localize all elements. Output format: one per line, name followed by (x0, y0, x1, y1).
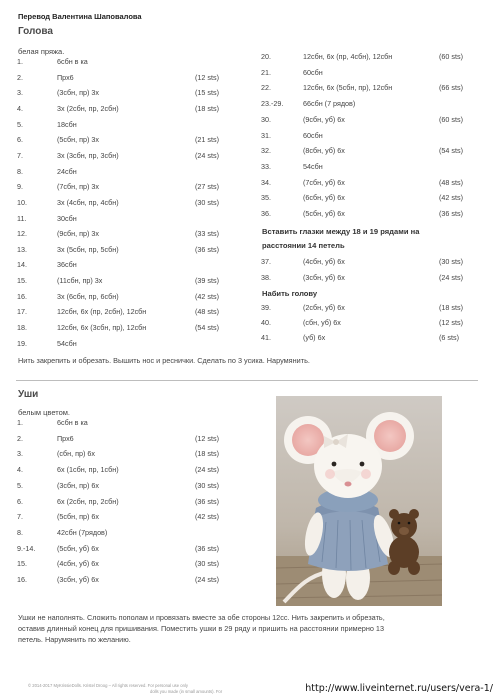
row-instruction: 30сбн (57, 213, 77, 223)
row-number: 38. (261, 272, 271, 282)
row-instruction: (3сбн, пр) 6х (57, 480, 99, 490)
row-instruction: (уб) 6х (303, 333, 326, 342)
head-left-rows (17, 57, 237, 357)
row-stitch-count: (15 sts) (195, 88, 219, 98)
pattern-row (17, 167, 237, 177)
row-number: 9.-14. (17, 543, 36, 553)
pattern-row (261, 83, 481, 93)
row-number: 10. (17, 197, 27, 207)
row-instruction: (3сбн, уб) 6х (57, 575, 99, 584)
row-number: 4. (17, 103, 23, 113)
row-number: 32. (261, 146, 271, 156)
source-url-watermark[interactable]: http://www.liveinternet.ru/users/vera-1/ (305, 683, 493, 694)
row-number: 11. (17, 213, 27, 223)
row-instruction: 12сбн, 6х (пр, 4сбн), 12сбн (303, 52, 393, 61)
row-stitch-count: (54 sts) (195, 323, 219, 333)
row-instruction: 66сбн (7 рядов) (303, 99, 356, 109)
ears-final-note-line2: оставив длинный конец для пришивания. Поместить ушки в 29 ряду и пришить на расстоянии примерно 13 (18, 624, 385, 633)
row-number: 15. (17, 276, 27, 286)
row-stitch-count: (18 sts) (195, 449, 219, 459)
row-number: 6. (17, 496, 23, 506)
row-number: 17. (17, 307, 27, 317)
pattern-row (17, 434, 237, 444)
pattern-row (261, 209, 481, 219)
row-stitch-count: (48 sts) (195, 307, 219, 317)
ears-section-title: Уши (18, 389, 39, 400)
row-instruction: 54сбн (303, 161, 323, 171)
pattern-row (17, 88, 237, 98)
eyes-placement-note-line1: Вставить глазки между 18 и 19 рядами на (262, 227, 420, 236)
ears-color-note: белым цветом. (18, 408, 71, 417)
row-instruction: 12сбн, 6х (3сбн, пр), 12сбн (57, 323, 147, 333)
row-number: 9. (17, 182, 23, 192)
row-stitch-count: (42 sts) (195, 512, 219, 522)
pattern-row (17, 214, 237, 224)
row-stitch-count: (18 sts) (195, 103, 219, 113)
row-stitch-count: (24 sts) (195, 465, 219, 475)
row-number: 22. (261, 83, 271, 93)
row-number: 39. (261, 303, 271, 312)
row-number: 4. (17, 465, 23, 475)
pattern-row (17, 323, 237, 333)
pattern-row (17, 135, 237, 145)
pattern-row (261, 318, 481, 328)
row-stitch-count: (24 sts) (195, 575, 219, 584)
pattern-row (17, 465, 237, 475)
row-stitch-count: (24 sts) (439, 272, 463, 282)
row-number: 21. (261, 67, 271, 77)
pattern-row (261, 146, 481, 156)
row-stitch-count: (60 sts) (439, 114, 463, 124)
row-instruction: (2сбн, уб) 6х (303, 303, 345, 312)
pattern-row (17, 449, 237, 459)
stuff-head-note: Набить голову (262, 289, 318, 298)
row-instruction: 3х (6сбн, пр, 6сбн) (57, 291, 119, 301)
pattern-row (17, 559, 237, 569)
row-instruction: 24сбн (57, 166, 77, 176)
row-instruction: (5сбн, пр) 3х (57, 135, 99, 145)
pattern-row (17, 481, 237, 491)
row-stitch-count: (21 sts) (195, 135, 219, 145)
row-stitch-count: (12 sts) (195, 433, 219, 443)
pattern-row (17, 120, 237, 130)
row-instruction: (4сбн, уб) 6х (57, 559, 99, 569)
row-stitch-count: (18 sts) (439, 303, 463, 312)
footer-copyright (28, 683, 223, 694)
row-stitch-count: (60 sts) (439, 52, 463, 61)
row-instruction: (сбн, пр) 6х (57, 449, 95, 459)
row-number: 34. (261, 177, 271, 187)
row-stitch-count: (66 sts) (439, 83, 463, 93)
row-instruction: 12сбн, 6х (5сбн, пр), 12сбн (303, 83, 393, 93)
ears-rows (17, 418, 237, 590)
pattern-row (261, 303, 481, 313)
eyes-placement-note-line2: расстоянии 14 петель (262, 241, 345, 250)
row-instruction: 6сбн в ка (57, 418, 88, 427)
row-number: 7. (17, 150, 23, 160)
row-instruction: (5сбн, уб) 6х (303, 209, 345, 218)
row-instruction: (9сбн, уб) 6х (303, 114, 345, 124)
row-stitch-count: (12 sts) (195, 72, 219, 82)
row-stitch-count: (30 sts) (439, 257, 463, 266)
row-number: 6. (17, 135, 23, 145)
row-instruction: (9сбн, пр) 3х (57, 229, 99, 239)
row-number: 40. (261, 318, 271, 327)
row-number: 41. (261, 333, 271, 342)
row-stitch-count: (36 sts) (195, 543, 219, 553)
pattern-row (17, 198, 237, 208)
row-stitch-count: (30 sts) (195, 197, 219, 207)
row-number: 19. (17, 338, 27, 348)
row-number: 7. (17, 512, 23, 522)
pattern-row (17, 307, 237, 317)
pattern-row (17, 528, 237, 538)
pattern-row (17, 229, 237, 239)
row-number: 5. (17, 119, 23, 129)
row-number: 3. (17, 449, 23, 459)
row-stitch-count: (27 sts) (195, 182, 219, 192)
pattern-row (17, 418, 237, 428)
row-instruction: (3сбн, уб) 6х (303, 272, 345, 282)
pattern-row (17, 339, 237, 349)
row-stitch-count: (30 sts) (195, 559, 219, 569)
pattern-row (261, 193, 481, 203)
row-number: 37. (261, 257, 271, 266)
row-stitch-count: (30 sts) (195, 480, 219, 490)
row-number: 23.-29. (261, 99, 284, 109)
pattern-row (17, 151, 237, 161)
pattern-row (17, 575, 237, 585)
row-instruction: (11сбн, пр) 3х (57, 276, 103, 286)
row-number: 13. (17, 244, 27, 254)
pattern-row (17, 497, 237, 507)
row-instruction: 6х (1сбн, пр, 1сбн) (57, 465, 119, 475)
row-stitch-count: (42 sts) (439, 193, 463, 203)
pattern-row (261, 115, 481, 125)
row-number: 5. (17, 480, 23, 490)
row-number: 36. (261, 209, 271, 218)
row-instruction: Прх6 (57, 72, 74, 82)
row-instruction: (8сбн, уб) 6х (303, 146, 345, 156)
row-instruction: 3х (5сбн, пр, 5сбн) (57, 244, 119, 254)
row-stitch-count: (36 sts) (439, 209, 463, 218)
row-number: 8. (17, 527, 23, 537)
head-finish-note: Нить закрепить и обрезать. Вышить нос и реснички. Сделать по 3 усика. Нарумянить. (18, 356, 310, 365)
row-number: 30. (261, 114, 271, 124)
ears-final-note-line3: петель. Нарумянить по желанию. (18, 635, 131, 644)
row-stitch-count: (12 sts) (439, 318, 463, 327)
head-right-rows-b (261, 257, 481, 287)
row-number: 35. (261, 193, 271, 203)
row-instruction: 18сбн (57, 119, 77, 129)
row-number: 31. (261, 130, 271, 140)
row-instruction: 60сбн (303, 67, 323, 77)
pattern-row (17, 260, 237, 270)
row-instruction: 3х (4сбн, пр, 4сбн) (57, 197, 119, 207)
row-number: 2. (17, 433, 23, 443)
mouse-doll-photo (276, 396, 442, 606)
row-instruction: 42сбн (7рядов) (57, 527, 108, 537)
row-number: 2. (17, 72, 23, 82)
row-instruction: (6сбн, уб) 6х (303, 193, 345, 203)
pattern-row (17, 104, 237, 114)
row-instruction: 6х (2сбн, пр, 2сбн) (57, 496, 119, 506)
pattern-row (261, 178, 481, 188)
row-instruction: 12сбн, 6х (пр, 2сбн), 12сбн (57, 307, 147, 317)
row-stitch-count: (24 sts) (195, 150, 219, 160)
head-section-title: Голова (18, 26, 53, 37)
row-number: 33. (261, 161, 271, 171)
row-instruction: (5сбн, пр) 6х (57, 512, 99, 522)
copyright-line1: © 2014-2017 MyKrissieDolls. Kristel Droog – All rights reserved. For personal use only (28, 683, 188, 688)
row-instruction: (7сбн, уб) 6х (303, 177, 345, 187)
pattern-row (17, 73, 237, 83)
row-stitch-count: (48 sts) (439, 177, 463, 187)
row-number: 15. (17, 559, 27, 569)
pattern-row (17, 57, 237, 67)
row-instruction: 6сбн в ка (57, 57, 88, 66)
row-instruction: 60сбн (303, 130, 323, 140)
head-right-rows-c (261, 303, 481, 348)
row-number: 16. (17, 575, 27, 584)
pattern-row (17, 292, 237, 302)
row-stitch-count: (39 sts) (195, 276, 219, 286)
row-number: 1. (17, 418, 23, 427)
section-divider (16, 380, 478, 381)
row-instruction: (7сбн, пр) 3х (57, 182, 99, 192)
row-number: 16. (17, 291, 27, 301)
pattern-row (261, 273, 481, 283)
translator-credit: Перевод Валентина Шаповалова (18, 12, 142, 21)
row-number: 12. (17, 229, 27, 239)
row-stitch-count: (6 sts) (439, 333, 459, 342)
row-stitch-count: (36 sts) (195, 496, 219, 506)
pattern-row (17, 544, 237, 554)
pattern-row (261, 333, 481, 343)
pattern-row (17, 245, 237, 255)
row-number: 1. (17, 57, 23, 66)
pattern-row (261, 257, 481, 267)
head-yarn-note: белая пряжа. (18, 47, 65, 56)
row-number: 14. (17, 260, 27, 270)
pattern-row (17, 512, 237, 522)
ears-final-note-line1: Ушки не наполнять. Сложить пополам и провязать вместе за обе стороны 12сс. Нить закрепить и обрезать, (18, 613, 385, 622)
row-instruction: (3сбн, пр) 3х (57, 88, 99, 98)
pattern-row (261, 68, 481, 78)
row-instruction: 54сбн (57, 338, 77, 348)
row-instruction: 36сбн (57, 260, 77, 270)
row-instruction: 3х (2сбн, пр, 2сбн) (57, 103, 119, 113)
pattern-row (17, 182, 237, 192)
pattern-row (261, 52, 481, 62)
row-stitch-count: (42 sts) (195, 291, 219, 301)
row-stitch-count: (33 sts) (195, 229, 219, 239)
pattern-row (17, 276, 237, 286)
row-stitch-count: (54 sts) (439, 146, 463, 156)
row-instruction: (сбн, уб) 6х (303, 318, 341, 327)
copyright-line2: dolls you made (in small amounts). For (150, 689, 223, 694)
row-instruction: Прх6 (57, 433, 74, 443)
pattern-row (261, 162, 481, 172)
row-stitch-count: (36 sts) (195, 244, 219, 254)
head-right-rows-a (261, 52, 481, 224)
row-instruction: 3х (3сбн, пр, 3сбн) (57, 150, 119, 160)
pattern-row (261, 131, 481, 141)
pattern-row (261, 99, 481, 109)
row-instruction: (4сбн, уб) 6х (303, 257, 345, 266)
row-number: 3. (17, 88, 23, 98)
row-number: 20. (261, 52, 271, 61)
row-instruction: (5сбн, уб) 6х (57, 543, 99, 553)
row-number: 8. (17, 166, 23, 176)
row-number: 18. (17, 323, 27, 333)
